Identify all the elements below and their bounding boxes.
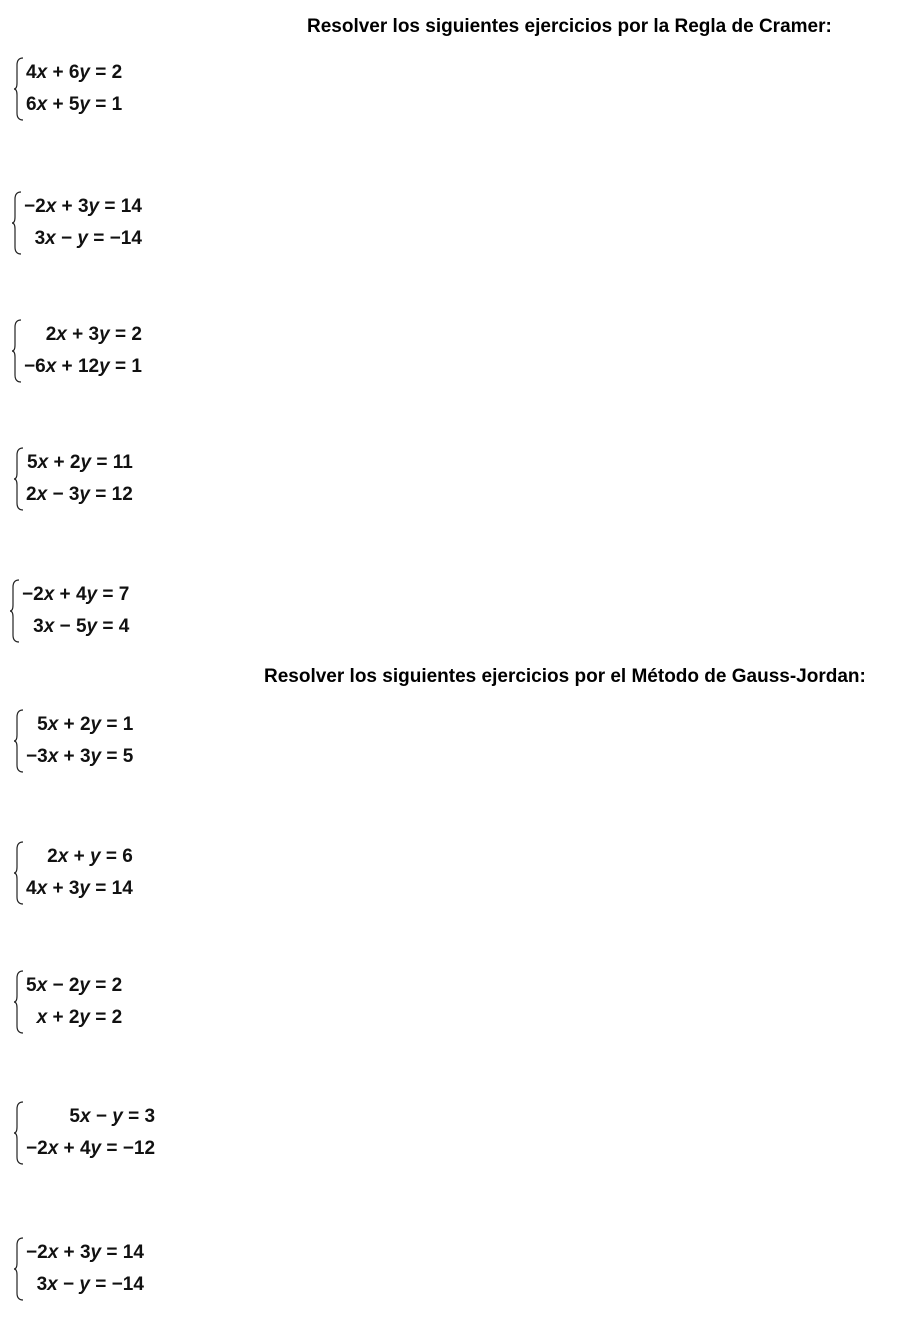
- brace-icon: [10, 579, 20, 643]
- equation-system: [14, 709, 133, 773]
- equation: −2x + 4y = −12: [26, 1138, 156, 1159]
- brace-icon: [12, 191, 22, 255]
- equation: −3x + 3y = 5: [26, 746, 134, 767]
- brace-icon: [14, 447, 24, 511]
- section-heading-cramer: Resolver los siguientes ejercicios por la Regla de Cramer:: [307, 16, 832, 37]
- equation: −2x + 3y = 14: [26, 1242, 144, 1263]
- equation: 5x + 2y = 1: [37, 714, 134, 735]
- equation: 3x − 5y = 4: [33, 616, 130, 637]
- equation-system: [14, 970, 122, 1034]
- equation: −2x + 4y = 7: [22, 584, 130, 605]
- equation: 6x + 5y = 1: [26, 94, 123, 115]
- equation: 2x + y = 6: [47, 846, 133, 867]
- equation: 4x + 6y = 2: [26, 62, 123, 83]
- equation-system: [14, 1101, 155, 1165]
- equation-system: [14, 1237, 144, 1301]
- equation-system: [14, 841, 133, 905]
- equation: 5x + 2y = 11: [27, 452, 133, 473]
- brace-icon: [12, 319, 22, 383]
- section-heading-gauss-jordan: Resolver los siguientes ejercicios por el Método de Gauss-Jordan:: [264, 666, 866, 687]
- equation: 2x + 3y = 2: [45, 324, 142, 345]
- equation: 2x − 3y = 12: [26, 484, 133, 505]
- equation: x + 2y = 2: [36, 1007, 123, 1028]
- brace-icon: [14, 1237, 24, 1301]
- equation: 3x − y = −14: [34, 228, 142, 249]
- equation: 4x + 3y = 14: [26, 878, 133, 899]
- brace-icon: [14, 841, 24, 905]
- brace-icon: [14, 57, 24, 121]
- equation: 5x − 2y = 2: [26, 975, 123, 996]
- equation-system: [14, 57, 122, 121]
- brace-icon: [14, 970, 24, 1034]
- equation-system: [12, 319, 142, 383]
- brace-icon: [14, 1101, 24, 1165]
- equation-system: [12, 191, 142, 255]
- equation: −6x + 12y = 1: [24, 356, 142, 377]
- equation: 5x − y = 3: [69, 1106, 156, 1127]
- equation: −2x + 3y = 14: [24, 196, 142, 217]
- equation-system: [10, 579, 129, 643]
- equation: 3x − y = −14: [36, 1274, 144, 1295]
- brace-icon: [14, 709, 24, 773]
- equation-system: [14, 447, 133, 511]
